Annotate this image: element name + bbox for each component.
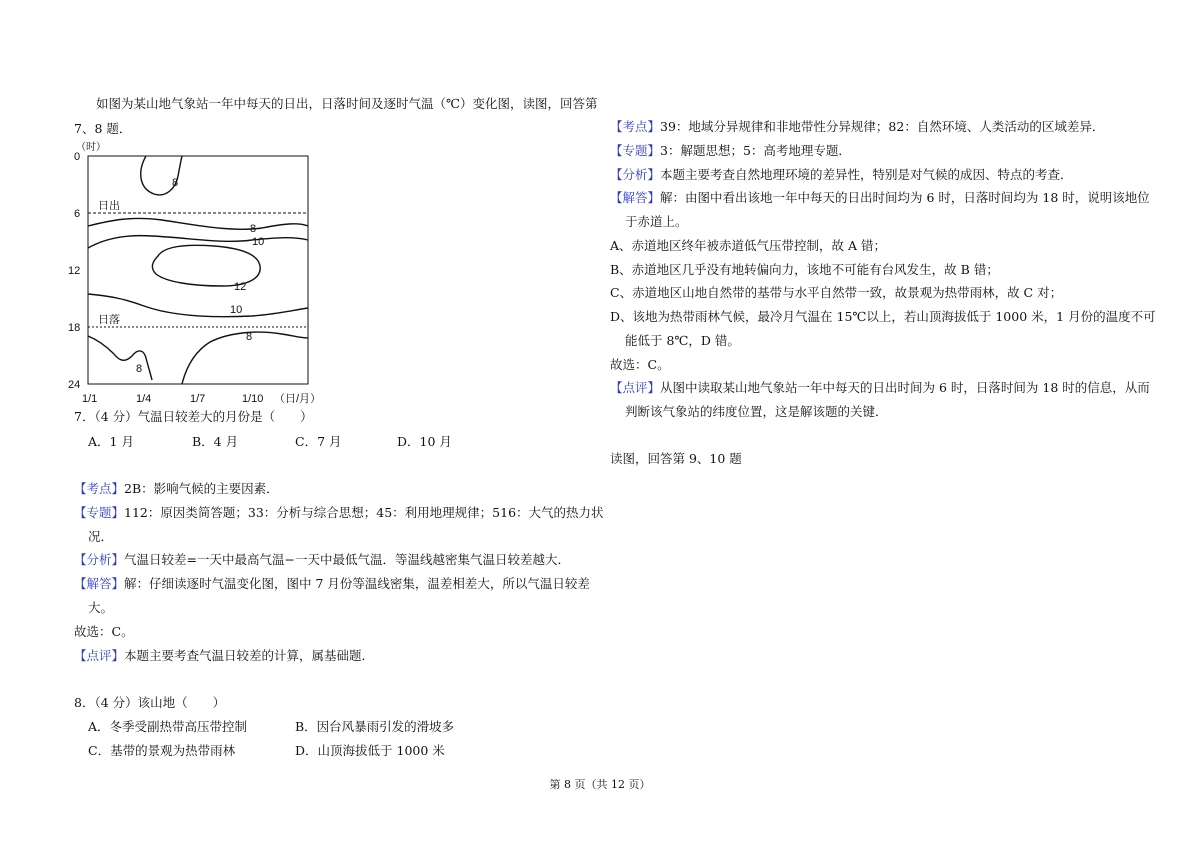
page-footer: 第 8 页（共 12 页） <box>549 778 651 791</box>
q8-kaodian-tag: 【考点】 <box>610 119 661 134</box>
q7-stem: 7．（4 分）气温日较差大的月份是（ ） <box>74 409 313 424</box>
q8-analysis-c: C、赤道地区山地自然带的基带与水平自然带一致，故景观为热带雨林，故 C 对； <box>610 285 1063 300</box>
q7-option-a: A．1 月 <box>88 434 134 449</box>
y-tick-0: 0 <box>74 151 81 163</box>
plot-frame <box>88 156 308 384</box>
y-axis-unit: （时） <box>76 142 106 153</box>
q8-answer: 故选：C。 <box>610 357 670 372</box>
q7-jieda-text: 解：仔细读逐时气温变化图，图中 7 月份等温线密集，温差相差大，所以气温日较差 <box>124 576 590 591</box>
q8-jieda <box>610 190 1150 206</box>
q8-kaodian-text: 39：地域分异规律和非地带性分异规律；82：自然环境、人类活动的区域差异． <box>660 119 1105 134</box>
q7-jieda <box>74 576 590 592</box>
q8-zhuanti-tag: 【专题】 <box>610 143 661 158</box>
q8-fenxi-text: 本题主要考查自然地理环境的差异性，特别是对气候的成因、特点的考查． <box>660 167 1073 182</box>
q8-analysis-d-cont: 能低于 8℃，D 错。 <box>625 333 740 348</box>
q7-fenxi-text: 气温日较差=一天中最高气温−一天中最低气温．等温线越密集气温日较差越大． <box>124 552 570 567</box>
q7-dianping-text: 本题主要考查气温日较差的计算，属基础题． <box>124 648 375 663</box>
q7-answer: 故选：C。 <box>74 624 134 639</box>
q7-option-b: B．4 月 <box>192 434 239 449</box>
contour-label-8-top: 8 <box>172 177 179 189</box>
q7-option-c: C．7 月 <box>295 434 342 449</box>
q7-fenxi-tag: 【分析】 <box>74 552 125 567</box>
q7-kaodian <box>74 481 279 497</box>
next-questions-intro: 读图，回答第 9、10 题 <box>610 451 742 466</box>
q8-jieda-text: 解：由图中看出该地一年中每天的日出时间均为 6 时，日落时间均为 18 时，说明该地位 <box>660 190 1150 205</box>
q8-zhuanti-text: 3：解题思想；5：高考地理专题． <box>660 143 851 158</box>
y-tick-18: 18 <box>68 322 81 334</box>
q8-analysis-a: A、赤道地区终年被赤道低气压带控制，故 A 错； <box>610 238 887 253</box>
contour-10-afternoon <box>88 294 308 317</box>
q8-fenxi <box>610 167 1073 183</box>
q7-jieda-tag: 【解答】 <box>74 576 125 591</box>
x-tick-jan: 1/1 <box>82 393 98 405</box>
q7-option-d: D．10 月 <box>397 434 452 449</box>
x-tick-jul: 1/7 <box>190 393 206 405</box>
contour-label-8-evening-right: 8 <box>246 331 253 343</box>
q7-dianping <box>74 648 374 664</box>
q8-dianping <box>610 380 1150 396</box>
q7-jieda-cont: 大。 <box>88 600 114 615</box>
q8-dianping-text: 从图中读取某山地气象站一年中每天的日出时间为 6 时，日落时间为 18 时的信息，从而 <box>660 380 1150 395</box>
q8-stem: 8．（4 分）该山地（ ） <box>74 695 226 710</box>
q8-dianping-tag: 【点评】 <box>610 380 661 395</box>
q7-dianping-tag: 【点评】 <box>74 648 125 663</box>
y-tick-6: 6 <box>74 208 81 220</box>
intro-line-2: 7、8 题． <box>74 121 132 136</box>
contour-label-8-morning: 8 <box>250 223 257 235</box>
q7-zhuanti-text: 112：原因类简答题；33：分析与综合思想；45：利用地理规律；516：大气的热力状 <box>124 505 604 520</box>
contour-label-10-morning: 10 <box>252 236 265 248</box>
q8-zhuanti <box>610 143 851 159</box>
contour-label-10-afternoon: 10 <box>230 304 243 316</box>
x-axis-unit: （日/月） <box>274 393 322 405</box>
sunset-label: 日落 <box>98 314 120 326</box>
x-tick-oct: 1/10 <box>242 393 264 405</box>
q8-dianping-cont: 判断该气象站的纬度位置，这是解该题的关键． <box>625 404 888 419</box>
contour-8-evening-right <box>182 332 308 384</box>
q8-jieda-tag: 【解答】 <box>610 190 661 205</box>
q8-option-a: A．冬季受副热带高压带控制 <box>88 719 248 734</box>
temperature-contour-figure <box>62 140 324 410</box>
sunrise-label: 日出 <box>98 200 120 212</box>
q7-zhuanti <box>74 505 604 521</box>
q8-analysis-b: B、赤道地区几乎没有地转偏向力，该地不可能有台风发生，故 B 错； <box>610 262 999 277</box>
contour-8-evening <box>88 336 152 380</box>
q8-analysis-d: D、该地为热带雨林气候，最冷月气温在 15℃以上，若山顶海拔低于 1000 米，1 月份的温度不可 <box>610 309 1156 324</box>
contour-label-8-evening: 8 <box>136 363 143 375</box>
q8-kaodian <box>610 119 1104 135</box>
y-tick-12: 12 <box>68 265 81 277</box>
q7-zhuanti-cont: 况． <box>88 529 114 544</box>
y-tick-24: 24 <box>68 379 81 391</box>
q8-option-c: C．基带的景观为热带雨林 <box>88 743 236 758</box>
q7-fenxi <box>74 552 570 568</box>
contour-8-morning <box>88 218 308 229</box>
q8-option-d: D．山顶海拔低于 1000 米 <box>295 743 445 758</box>
q8-jieda-cont: 于赤道上。 <box>625 214 688 229</box>
q8-fenxi-tag: 【分析】 <box>610 167 661 182</box>
contour-10-morning <box>88 236 308 248</box>
x-tick-apr: 1/4 <box>136 393 152 405</box>
q8-option-b: B．因台风暴雨引发的滑坡多 <box>295 719 455 734</box>
intro-line-1: 如图为某山地气象站一年中每天的日出，日落时间及逐时气温（℃）变化图，读图，回答第 <box>96 96 598 111</box>
contour-label-12: 12 <box>234 281 247 293</box>
contour-12-closed <box>152 245 260 286</box>
q7-zhuanti-tag: 【专题】 <box>74 505 125 520</box>
q7-kaodian-text: 2B：影响气候的主要因素． <box>124 481 279 496</box>
q7-kaodian-tag: 【考点】 <box>74 481 125 496</box>
contour-8-top <box>141 156 182 195</box>
